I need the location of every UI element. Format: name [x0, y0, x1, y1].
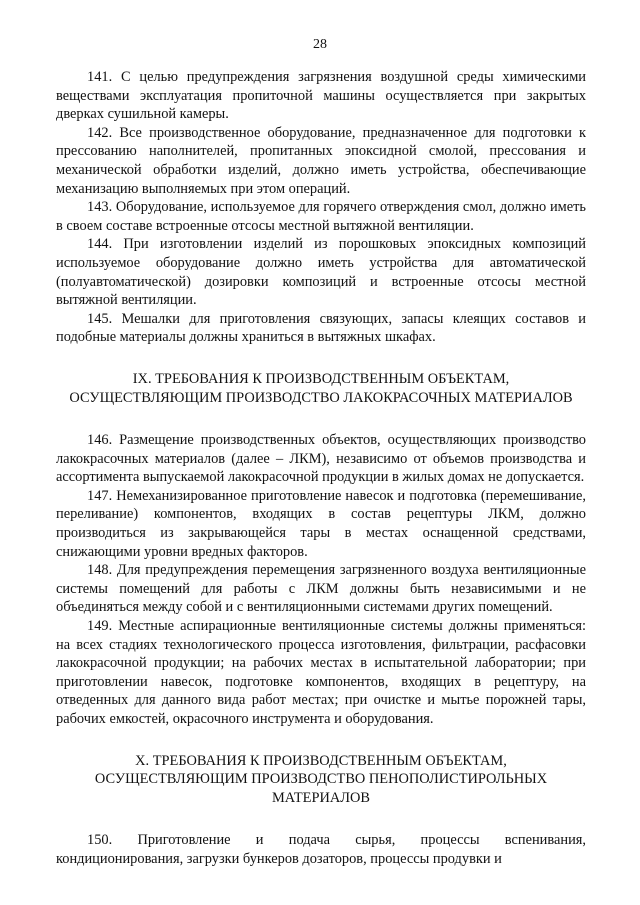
paragraph-148: 148. Для предупреждения перемещения загрязненного воздуха вентиляционные системы помещений для работы с ЛКМ должны быть независимыми и не объединяться между собой и с вентиляционными системами других помещений.	[56, 562, 586, 616]
section-heading-x-line3: МАТЕРИАЛОВ	[271, 789, 371, 806]
paragraph-146: 146. Размещение производственных объектов, осуществляющих производство лакокрасочных материалов (далее – ЛКМ), независимо от объемов производства и ассортимента выпускаемой лакокрасочной продукции в жилых домах не допускается.	[56, 432, 586, 486]
section-heading-ix-line2: ОСУЩЕСТВЛЯЮЩИМ ПРОИЗВОДСТВО ЛАКОКРАСОЧНЫХ МАТЕРИАЛОВ	[69, 389, 573, 406]
paragraph-149: 149. Местные аспирационные вентиляционные системы должны применяться: на всех стадиях технологического процесса изготовления, фильтрации, расфасовки лакокрасочной продукции; на рабочих местах в испытательной лаборатории; при приготовлении навесок, подготовке компонентов, входящих в рецептуру, на отведенных для данного вида работ местах; при очистке и мытье порожней тары, рабочих емкостей, окрасочного инструмента и оборудования.	[56, 618, 586, 727]
section-heading-ix-line1: IX. ТРЕБОВАНИЯ К ПРОИЗВОДСТВЕННЫМ ОБЪЕКТАМ,	[132, 370, 510, 387]
paragraph-143: 143. Оборудование, используемое для горячего отверждения смол, должно иметь в своем составе встроенные отсосы местной вытяжной вентиляции.	[56, 199, 586, 234]
section-heading-ix	[56, 370, 586, 407]
paragraph-145: 145. Мешалки для приготовления связующих, запасы клеящих составов и подобные материалы должны храниться в вытяжных шкафах.	[56, 310, 586, 346]
paragraph-144: 144. При изготовлении изделий из порошковых эпоксидных композиций используемое оборудование должно иметь устройства для автоматической (полуавтоматической) дозировки композиций и встроенные отсосы местной вытяжной вентиляции.	[56, 236, 586, 309]
paragraph-142: 142. Все производственное оборудование, предназначенное для подготовки к прессованию наполнителей, пропитанных эпоксидной смолой, прессования и механической обработки изделий, должно иметь устройства, обеспечивающие механизацию выполняемых при этом операций.	[56, 124, 586, 197]
page-content	[56, 68, 586, 869]
section-heading-x	[56, 752, 586, 808]
page-number: 28	[313, 37, 327, 52]
paragraph-141: 141. С целью предупреждения загрязнения воздушной среды химическими веществами эксплуатация пропиточной машины осуществляется при закрытых дверках сушильной камеры.	[56, 69, 586, 123]
paragraph-150: 150. Приготовление и подача сырья, процессы вспенивания, кондиционирования, загрузки бункеров дозаторов, процессы продувки и	[56, 832, 586, 867]
paragraph-147: 147. Немеханизированное приготовление навесок и подготовка (перемешивание, переливание) компонентов, входящих в состав рецептуры ЛКМ, должно производиться из закрывающейся тары в местах оснащенной средствами, снижающими уровни вредных факторов.	[56, 487, 586, 560]
section-heading-x-line2: ОСУЩЕСТВЛЯЮЩИМ ПРОИЗВОДСТВО ПЕНОПОЛИСТИРОЛЬНЫХ	[94, 771, 548, 788]
section-heading-x-line1: X. ТРЕБОВАНИЯ К ПРОИЗВОДСТВЕННЫМ ОБЪЕКТАМ,	[135, 752, 507, 769]
